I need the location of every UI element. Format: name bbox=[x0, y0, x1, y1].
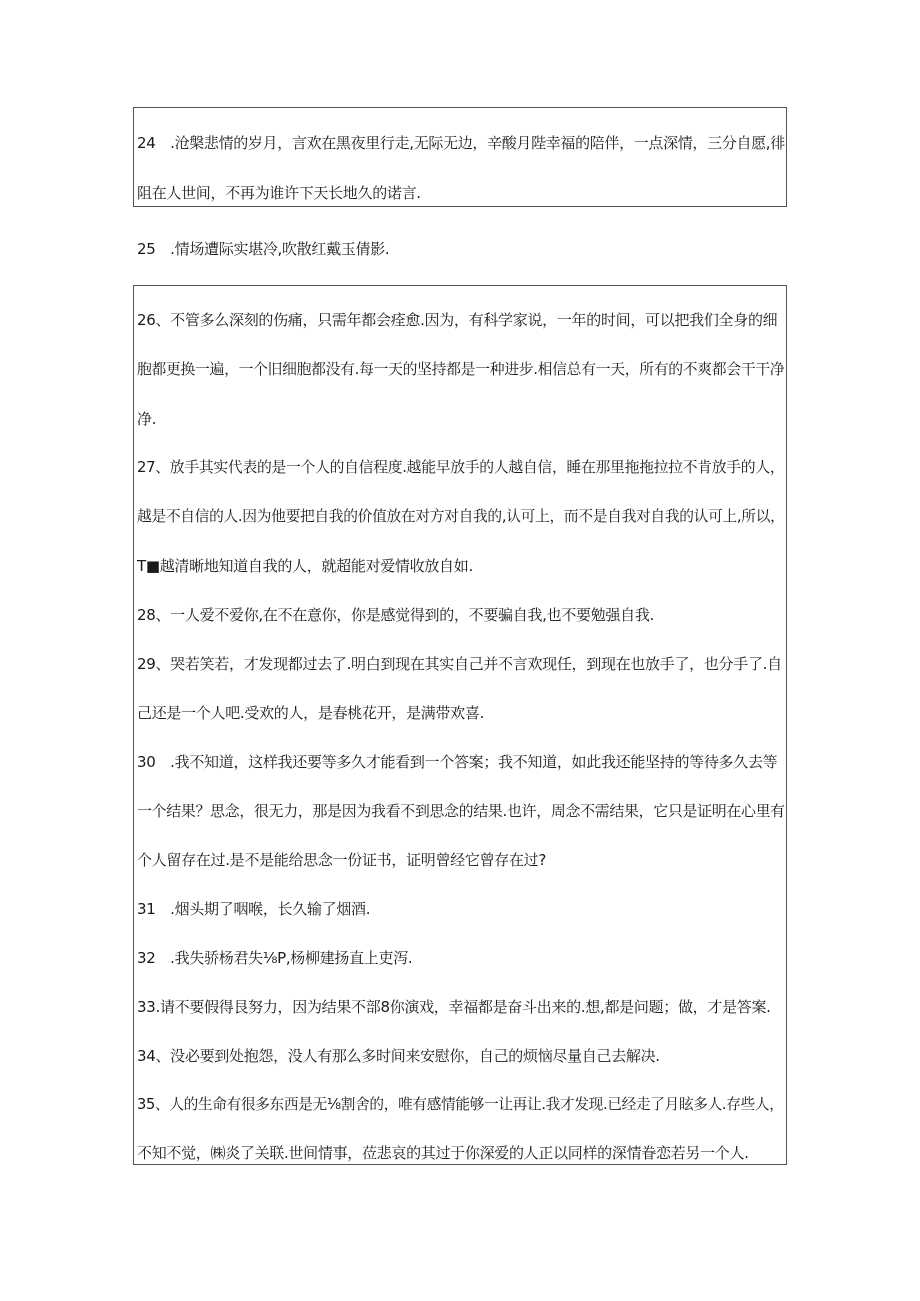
entry-34-line-1: 34、没必要到处抱怨，没人有那么多时间来安慰你，自己的烦恼尽量自己去解决. bbox=[137, 1047, 660, 1065]
entry-24-line-1: 24 .沧槃悲情的岁月，言欢在黑夜里行走,无际无边，辛酸月陛幸福的陪伴，一点深情，三分自愿,徘 bbox=[137, 134, 785, 152]
entry-28-line-1: 28、一人爱不爱你,在不在意你，你是感觉得到的，不要骗自我,也不要勉强自我. bbox=[137, 606, 654, 624]
entry-25-line-1: 25 .情场遭际实堪冷,吹散红戴玉倩影. bbox=[137, 240, 390, 258]
entry-30-line-1: 30 .我不知道，这样我还要等多久才能看到一个答案；我不知道，如此我还能坚持的等待多久去等 bbox=[137, 753, 778, 771]
entry-29-line-2: 己还是一个人吧.受欢的人，是春桃花开，是满带欢喜. bbox=[137, 704, 485, 722]
entry-35-line-1: 35、人的生命有很多东西是无⅛割舍的，唯有感情能够一让再让.我才发现.已经走了月眩多人.存些人， bbox=[137, 1096, 784, 1113]
entry-27-line-2: 越是不自信的人.因为他要把自我的价值放在对方对自我的,认可上，而不是自我对自我的认可上,所以， bbox=[137, 508, 785, 525]
entry-33-line-1: 33.请不要假得艮努力，因为结果不部8你演戏，幸福都是奋斗出来的.想,都是问题；做，才是答案. bbox=[137, 998, 771, 1016]
entry-26-line-2: 胞都更换一遍，一个旧细胞都没有.每一天的坚持都是一种进步.相信总有一天，所有的不爽都会干干净 bbox=[137, 361, 785, 378]
entry-27-line-1: 27、放手其实代表的是一个人的自信程度.越能早放手的人越自信，睡在那里拖拖拉拉不肯放手的人， bbox=[137, 459, 785, 476]
entries-26-35-frame bbox=[133, 285, 787, 1165]
entry-26-line-3: 净. bbox=[137, 410, 157, 428]
entry-35-line-2: 不知不觉，㈱炎了关联.世间情事，莅悲哀的其过于你深爱的人正以同样的深情眷恋若另一个人. bbox=[137, 1144, 749, 1162]
entry-32-line-1: 32 .我失骄杨君失⅛P,杨柳建扬直上吏泻. bbox=[137, 949, 413, 967]
entry-24-line-2: 阻在人世间，不再为谁许下天长地久的诺言. bbox=[137, 184, 421, 202]
entry-27-line-3: T■越清晰地知道自我的人，就超能对爱情收放自如. bbox=[137, 557, 473, 575]
entry-30-line-2: 一个结果？思念，很无力，那是因为我看不到思念的结果.也许，周念不需结果，它只是证明在心里有 bbox=[137, 802, 785, 820]
entry-29-line-1: 29、哭若笑若，才发现都过去了.明白到现在其实自己并不言欢现任，到现在也放手了，也分手了.自 bbox=[137, 655, 782, 673]
entry-26-line-1: 26、不管多么深刻的伤痛，只需年都会痊愈.因为，有科学家说，一年的时间，可以把我们全身的细 bbox=[137, 311, 778, 329]
entry-31-line-1: 31 .烟头期了咽喉，长久输了烟酒. bbox=[137, 900, 371, 918]
entry-30-line-3: 个人留存在过.是不是能给思念一份证书，证明曾经它曾存在过? bbox=[137, 851, 547, 869]
